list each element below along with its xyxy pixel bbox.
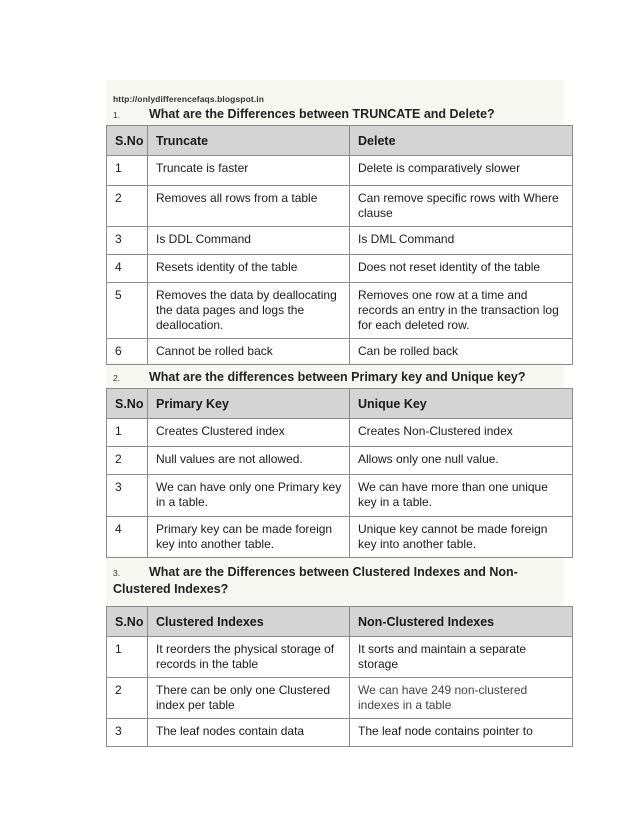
- table-cell: 6: [107, 339, 148, 365]
- table-row: [107, 186, 573, 227]
- table-row: [107, 156, 573, 186]
- table-cell: 4: [107, 517, 148, 558]
- table-cell: 3: [107, 475, 148, 517]
- table-cell: Is DDL Command: [148, 227, 350, 255]
- table-cell: Truncate is faster: [148, 156, 350, 186]
- clustered-vs-nonclustered-table: [106, 606, 573, 747]
- table-header-row: [107, 126, 573, 156]
- question-number: 1.: [113, 110, 121, 120]
- table-cell: The leaf nodes contain data: [148, 719, 350, 747]
- table-cell: Delete is comparatively slower: [350, 156, 573, 186]
- table-cell: 2: [107, 186, 148, 227]
- table-cell: 3: [107, 227, 148, 255]
- table-cell: It reorders the physical storage of records in the table: [148, 637, 350, 678]
- column-header: Truncate: [148, 126, 350, 156]
- column-header: Non-Clustered Indexes: [350, 607, 573, 637]
- table-cell: Removes the data by deallocating the data pages and logs the deallocation.: [148, 283, 350, 339]
- table-cell: 1: [107, 637, 148, 678]
- table-row: [107, 255, 573, 283]
- table-cell: Creates Non-Clustered index: [350, 419, 573, 447]
- table-cell: 1: [107, 419, 148, 447]
- table-cell: Creates Clustered index: [148, 419, 350, 447]
- question-title: What are the Differences between TRUNCATE and Delete?: [149, 107, 495, 121]
- table-cell: Can be rolled back: [350, 339, 573, 365]
- table-cell: Allows only one null value.: [350, 447, 573, 475]
- question-1-heading: [113, 107, 495, 121]
- table-cell: Cannot be rolled back: [148, 339, 350, 365]
- primary-vs-unique-key-table: [106, 388, 573, 558]
- column-header: Clustered Indexes: [148, 607, 350, 637]
- question-number: 3.: [113, 568, 121, 578]
- table-cell: We can have more than one unique key in a table.: [350, 475, 573, 517]
- column-header: Delete: [350, 126, 573, 156]
- table-cell: Removes all rows from a table: [148, 186, 350, 227]
- table-cell: 4: [107, 255, 148, 283]
- column-header: Primary Key: [148, 389, 350, 419]
- table-row: [107, 719, 573, 747]
- table-cell: Primary key can be made foreign key into another table.: [148, 517, 350, 558]
- question-title: What are the Differences between Clustered Indexes and Non-: [149, 565, 518, 579]
- column-header: S.No: [107, 126, 148, 156]
- question-number: 2.: [113, 373, 121, 383]
- table-row: [107, 339, 573, 365]
- table-row: [107, 447, 573, 475]
- table-cell: Is DML Command: [350, 227, 573, 255]
- question-3-heading: [113, 564, 553, 597]
- table-cell: We can have 249 non-clustered indexes in a table: [350, 678, 573, 719]
- source-url: http://onlydifferencefaqs.blogspot.in: [113, 94, 265, 104]
- question-title-continued: Clustered Indexes?: [113, 582, 229, 596]
- table-cell: 5: [107, 283, 148, 339]
- question-2-heading: [113, 370, 526, 384]
- table-cell: 2: [107, 678, 148, 719]
- table-cell: 3: [107, 719, 148, 747]
- table-row: [107, 283, 573, 339]
- column-header: S.No: [107, 607, 148, 637]
- table-cell: Unique key cannot be made foreign key into another table.: [350, 517, 573, 558]
- column-header: Unique Key: [350, 389, 573, 419]
- table-cell: Removes one row at a time and records an entry in the transaction log for each deleted row.: [350, 283, 573, 339]
- table-cell: Null values are not allowed.: [148, 447, 350, 475]
- table-cell: 2: [107, 447, 148, 475]
- table-row: [107, 475, 573, 517]
- table-cell: Resets identity of the table: [148, 255, 350, 283]
- table-cell: There can be only one Clustered index per table: [148, 678, 350, 719]
- table-cell: The leaf node contains pointer to: [350, 719, 573, 747]
- table-header-row: [107, 389, 573, 419]
- table-row: [107, 419, 573, 447]
- table-row: [107, 517, 573, 558]
- table-cell: It sorts and maintain a separate storage: [350, 637, 573, 678]
- table-row: [107, 227, 573, 255]
- table-cell: We can have only one Primary key in a table.: [148, 475, 350, 517]
- table-header-row: [107, 607, 573, 637]
- table-cell: 1: [107, 156, 148, 186]
- table-row: [107, 678, 573, 719]
- truncate-vs-delete-table: [106, 125, 573, 365]
- column-header: S.No: [107, 389, 148, 419]
- table-cell: Can remove specific rows with Where clause: [350, 186, 573, 227]
- table-row: [107, 637, 573, 678]
- question-title: What are the differences between Primary key and Unique key?: [149, 370, 526, 384]
- table-cell: Does not reset identity of the table: [350, 255, 573, 283]
